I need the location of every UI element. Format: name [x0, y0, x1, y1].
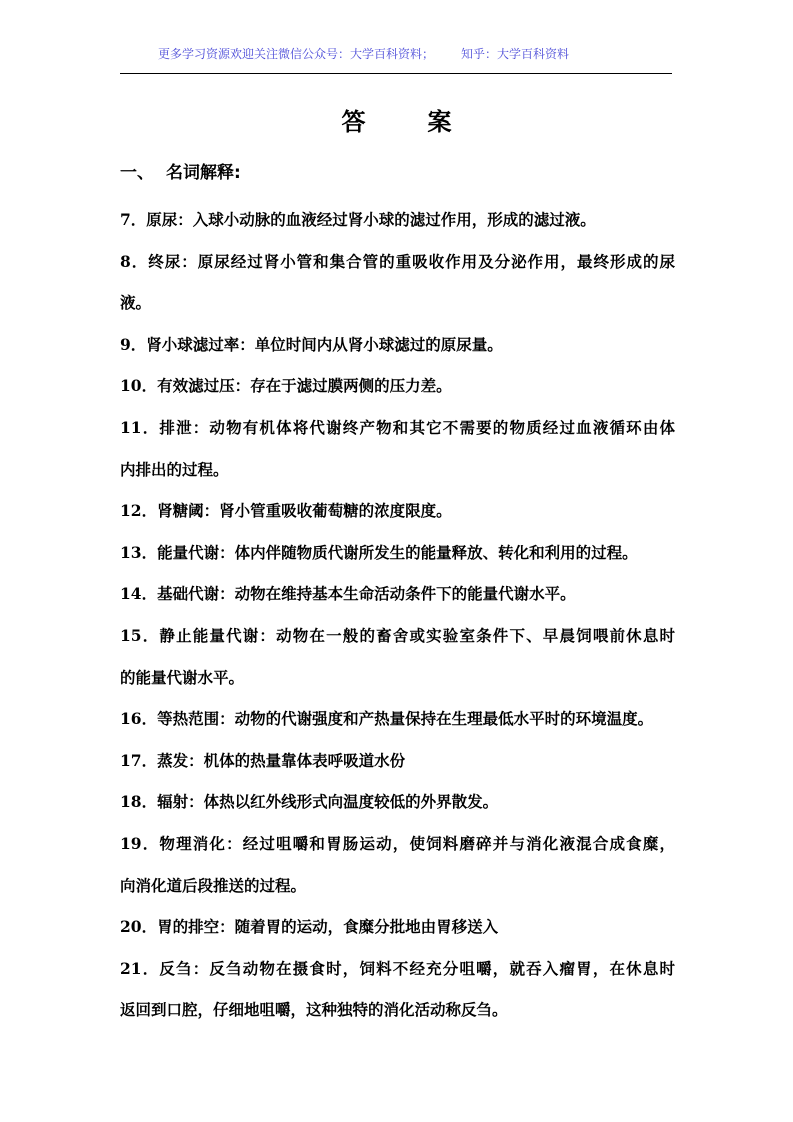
definition-line: 13．能量代谢：体内伴随物质代谢所发生的能量释放、转化和利用的过程。 — [120, 542, 638, 562]
definition-line: 14．基础代谢：动物在维持基本生命活动条件下的能量代谢水平。 — [120, 584, 576, 604]
definition-line: 液。 — [120, 293, 152, 313]
definition-line: 7．原尿：入球小动脉的血液经过肾小球的滤过作用，形成的滤过液。 — [120, 210, 596, 229]
definition-line: 9．肾小球滤过率：单位时间内从肾小球滤过的原尿量。 — [120, 334, 503, 354]
definition-line: 内排出的过程。 — [120, 459, 229, 479]
definition-item — [120, 333, 675, 375]
section-heading — [120, 158, 241, 183]
definition-item — [120, 250, 675, 333]
definition-line: 16．等热范围：动物的代谢强度和产热量保持在生理最低水平时的环境温度。 — [120, 709, 654, 729]
definition-item — [120, 208, 675, 250]
definition-line: 的能量代谢水平。 — [120, 667, 245, 687]
definition-line: 向消化道后段推送的过程。 — [120, 875, 307, 895]
definition-item — [120, 541, 675, 583]
definition-line: 10．有效滤过压：存在于滤过膜两侧的压力差。 — [120, 376, 452, 396]
definition-item — [120, 915, 675, 957]
section-number: 一、 — [120, 163, 154, 183]
title-char-2: 案 — [427, 108, 452, 136]
definition-item — [120, 707, 675, 749]
definition-item — [120, 749, 675, 791]
definition-line: 21．反刍：反刍动物在摄食时，饲料不经充分咀嚼，就吞入瘤胃，在休息时 — [120, 958, 675, 978]
section-label: 名词解释: — [166, 163, 241, 183]
header-wechat-text: 更多学习资源欢迎关注微信公众号：大学百科资料； — [158, 47, 435, 61]
definition-list — [120, 208, 675, 1040]
definition-line: 返回到口腔，仔细地咀嚼，这种独特的消化活动称反刍。 — [120, 1000, 508, 1020]
definition-line: 8．终尿：原尿经过肾小管和集合管的重吸收作用及分泌作用，最终形成的尿 — [120, 251, 675, 271]
definition-line: 19．物理消化：经过咀嚼和胃肠运动，使饲料磨碎并与消化液混合成食糜， — [120, 833, 675, 853]
definition-item — [120, 624, 675, 707]
definition-line: 18．辐射：体热以红外线形式向温度较低的外界散发。 — [120, 792, 499, 812]
title-char-1: 答 — [341, 108, 366, 136]
header-zhihu-text: 知乎：大学百科资料 — [461, 47, 570, 61]
definition-item — [120, 790, 675, 832]
definition-item — [120, 832, 675, 915]
definition-item — [120, 416, 675, 499]
page-title — [0, 102, 793, 137]
definition-line: 11．排泄：动物有机体将代谢终产物和其它不需要的物质经过血液循环由体 — [120, 417, 675, 437]
definition-item — [120, 374, 675, 416]
definition-item — [120, 957, 675, 1040]
definition-line: 15．静止能量代谢：动物在一般的畜舍或实验室条件下、早晨饲喂前休息时 — [120, 625, 675, 645]
definition-line: 20．胃的排空：随着胃的运动，食糜分批地由胃移送入 — [120, 917, 499, 937]
definition-item — [120, 499, 675, 541]
definition-item — [120, 582, 675, 624]
header-divider — [120, 73, 672, 74]
definition-line: 17．蒸发：机体的热量靠体表呼吸道水份 — [120, 750, 406, 770]
definition-line: 12．肾糖阈：肾小管重吸收葡萄糖的浓度限度。 — [120, 501, 452, 521]
